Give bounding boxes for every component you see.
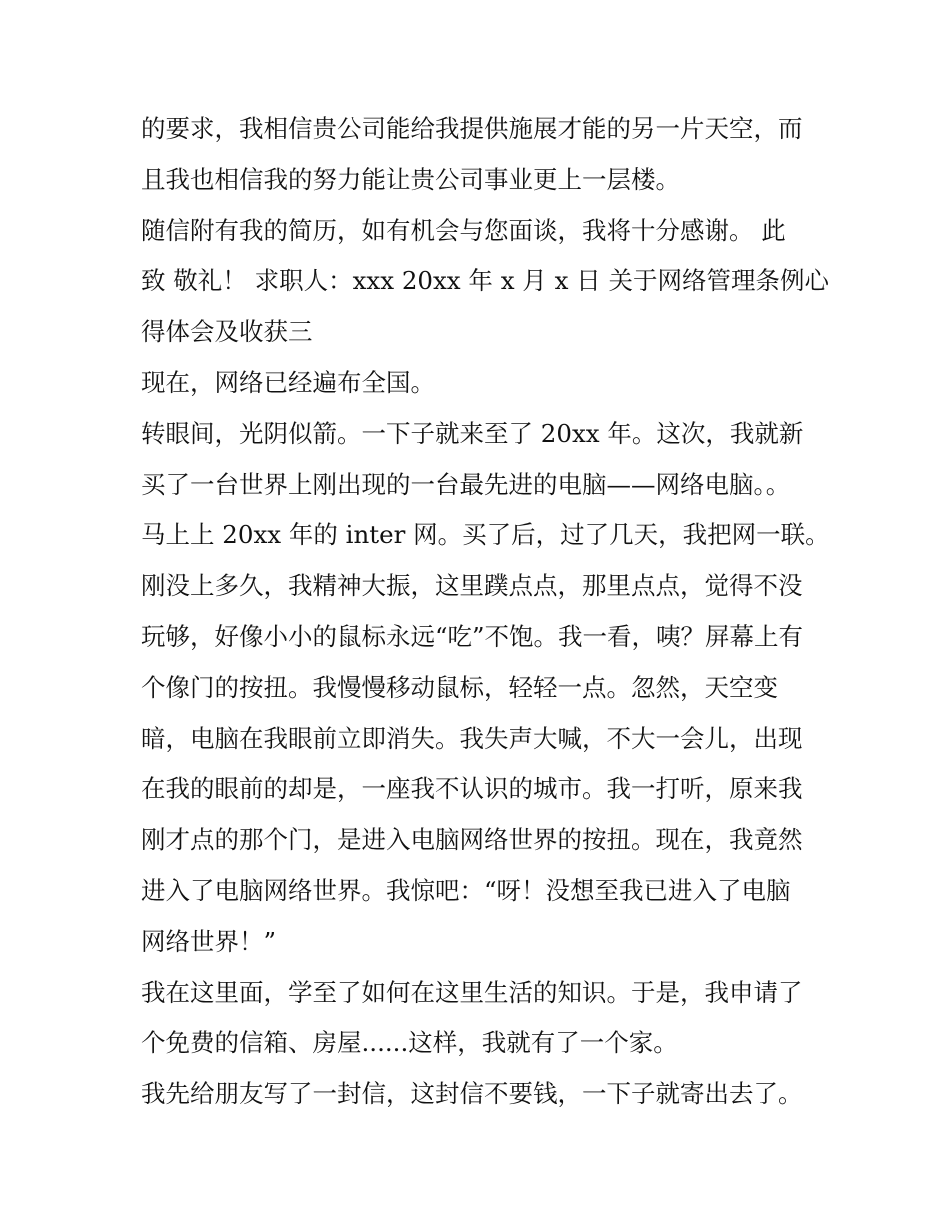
text-line-9: 马上上 20xx 年的 inter 网。买了后，过了几天，我把网一联。 xyxy=(141,520,830,550)
text-line-10: 刚没上多久，我精神大振，这里蹼点点，那里点点，觉得不没 xyxy=(141,571,803,601)
text-line-5: 得体会及收获三 xyxy=(141,317,313,347)
text-line-7: 转眼间，光阴似箭。一下子就来至了 20xx 年。这次，我就新 xyxy=(141,418,804,448)
text-line-18: 我在这里面，学至了如何在这里生活的知识。于是，我申请了 xyxy=(141,977,803,1007)
text-line-3: 随信附有我的简历，如有机会与您面谈，我将十分感谢。 此 xyxy=(141,215,786,245)
text-line-16: 进入了电脑网络世界。我惊吧：“呀！没想至我已进入了电脑 xyxy=(141,875,791,905)
text-line-15: 刚才点的那个门，是进入电脑网络世界的按扭。现在，我竟然 xyxy=(141,825,803,855)
text-line-11: 玩够，好像小小的鼠标永远“吃”不饱。我一看，咦？屏幕上有 xyxy=(141,621,804,651)
document-body xyxy=(141,104,830,1120)
text-line-6: 现在，网络已经遍布全国。 xyxy=(141,367,435,397)
text-line-19: 个免费的信箱、房屋......这样，我就有了一个家。 xyxy=(141,1028,678,1058)
text-line-17: 网络世界！” xyxy=(141,926,277,956)
text-line-4: 致 敬礼！ 求职人：xxx 20xx 年 x 月 x 日 关于网络管理条例心 xyxy=(141,266,829,296)
text-line-2: 且我也相信我的努力能让贵公司事业更上一层楼。 xyxy=(141,164,680,194)
text-line-14: 在我的眼前的却是，一座我不认识的城市。我一打听，原来我 xyxy=(141,774,803,804)
text-line-12: 个像门的按扭。我慢慢移动鼠标，轻轻一点。忽然，天空变 xyxy=(141,672,778,702)
text-line-1: 的要求，我相信贵公司能给我提供施展才能的另一片天空，而 xyxy=(141,114,803,143)
text-line-13: 暗，电脑在我眼前立即消失。我失声大喊，不大一会儿，出现 xyxy=(141,723,803,753)
text-line-20: 我先给朋友写了一封信，这封信不要钱，一下子就寄出去了。 xyxy=(141,1079,803,1109)
text-line-8: 买了一台世界上刚出现的一台最先进的电脑——网络电脑。。 xyxy=(141,469,791,499)
